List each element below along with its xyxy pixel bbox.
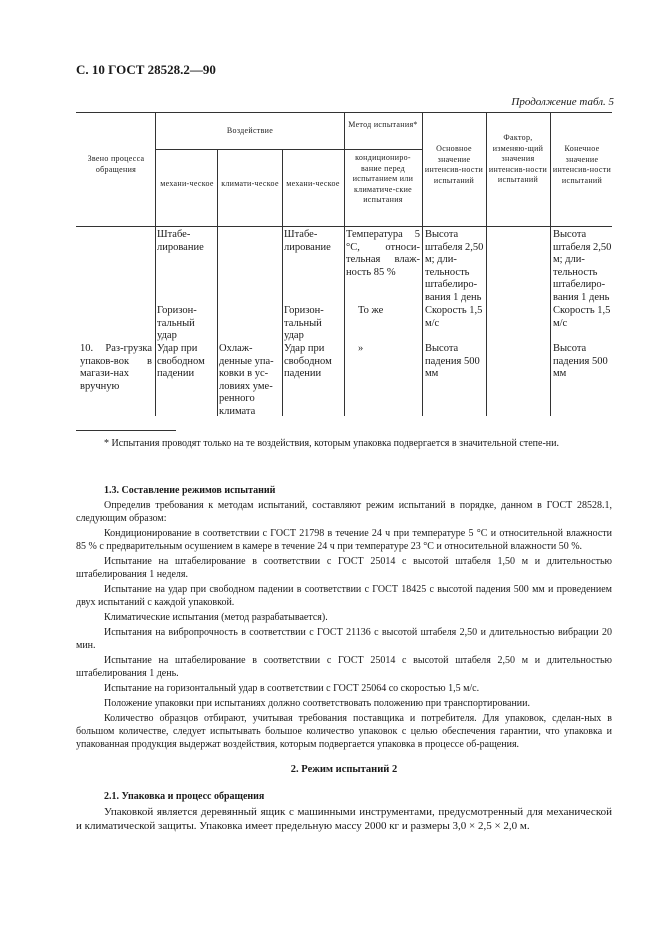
paragraph: Испытание на штабелирование в соответствии с ГОСТ 25014 с высотой штабеля 1,50 м и длительностью штабелирования 1 неделя. [76,556,612,580]
header-method: Метод испытания* [348,120,418,129]
paragraph: Испытания на вибропрочность в соответствии с ГОСТ 21136 с высотой штабеля 2,50 и длительностью вибрации 20 мин. [76,627,612,651]
row2-final-intensity: Скорость 1,5 м/с [553,305,611,329]
section-2-1-title: 2.1. Упаковка и процесс обращения [104,791,265,802]
row1-mechanical-1: Штабе-лирование [157,229,204,253]
row3-basic-intensity: Высота падения 500 мм [425,343,480,379]
header-link: Звено процесса обращения [87,154,145,174]
section-1-3 [76,484,612,753]
table-continuation-label: Продолжение табл. 5 [511,96,614,108]
row3-final-intensity: Высота падения 500 мм [553,343,608,379]
row1-method: Температура 5 °C, относи-тельная влаж-ность 85 % [346,229,420,278]
paragraph: Положение упаковки при испытаниях должно соответствовать положению при транспортировании. [104,698,530,709]
header-final-intensity: Конечное значение интенсив-ности испытаний [552,144,612,185]
row3-mechanical-1: Удар при свободном падении [157,343,205,379]
row2-method: То же [358,305,384,316]
header-climatic: климати-ческое [221,179,279,188]
row1-basic-intensity: Высота штабеля 2,50 м; дли-тельность штабелиро-вания 1 день [425,229,484,303]
header-mechanical-2: механи-ческое [286,179,340,188]
section-2-1 [76,790,612,833]
header-conditioning: кондициониро-вание перед испытанием или климатиче-ские испытания [352,153,414,204]
row3-mechanical-2: Удар при свободном падении [284,343,332,379]
row3-climatic: Охлаж-денные упа-ковки в ус-ловиях уме-ренного климата [219,343,274,417]
paragraph: Упаковкой является деревянный ящик с машинными инструментами, предусмотренный для механической и климатической защиты. Упаковка имеет предельную массу 2000 кг и размеры 3,0 × 2,5 × 2,0 м. [76,806,612,832]
section-1-3-title: 1.3. Составление режимов испытаний [104,485,276,496]
row2-mechanical-1: Горизон-тальный удар [157,305,197,341]
paragraph: Испытание на горизонтальный удар в соответствии с ГОСТ 25064 со скоростью 1,5 м/с. [104,683,480,694]
footnote-rule [76,430,176,431]
footnote: * Испытания проводят только на те воздействия, которым упаковка подвергается в значительной степе-ни. [104,438,559,449]
row1-final-intensity: Высота штабеля 2,50 м; дли-тельность штабелиро-вания 1 день [553,229,612,303]
paragraph: Количество образцов отбирают, учитывая требования поставщика и потребителя. Для упаковок, сделан-ных в большом количестве, следует испытывать большое количество упаковок с целью обеспечения гарантии, что упаковка и упакованная продукция выдержат воздействия, которым подвергается упаковка в процессе об-ращения. [76,713,612,750]
page-header: С. 10 ГОСТ 28528.2—90 [76,62,216,77]
header-mechanical-1: механи-ческое [160,179,214,188]
header-factor: Фактор, изменяю-щий значения интенсив-ности испытаний [488,133,548,184]
paragraph: Испытание на штабелирование в соответствии с ГОСТ 25014 с высотой штабеля 2,50 м и длительностью штабелирования 1 день. [76,655,612,679]
header-basic-intensity: Основное значение интенсив-ности испытаний [424,144,484,185]
row2-mechanical-2: Горизон-тальный удар [284,305,324,341]
row1-mechanical-2: Штабе-лирование [284,229,331,253]
row3-method: » [358,343,364,354]
row3-link: 10. Раз-грузка упаков-вок в магази-нах вручную [80,343,152,392]
paragraph: Испытание на удар при свободном падении в соответствии с ГОСТ 18425 с высотой падения 500 мм и проведением двух испытаний с каждой упаковкой. [76,584,612,608]
paragraph: Климатические испытания (метод разрабатывается). [104,612,328,623]
row2-basic-intensity: Скорость 1,5 м/с [425,305,483,329]
paragraph: Определив требования к методам испытаний, составляют режим испытаний в порядке, данном в ГОСТ 28528.1, следующим образом: [76,500,612,524]
header-impact: Воздействие [226,126,274,135]
section-2-title: 2. Режим испытаний 2 [290,764,398,775]
paragraph: Кондиционирование в соответствии с ГОСТ 21798 в течение 24 ч при температуре 5 °C и относительной влажности 85 % с предварительным осушением в камере в течение 24 ч при температуре 23 °C и относительной влажности 50 %. [76,528,612,552]
